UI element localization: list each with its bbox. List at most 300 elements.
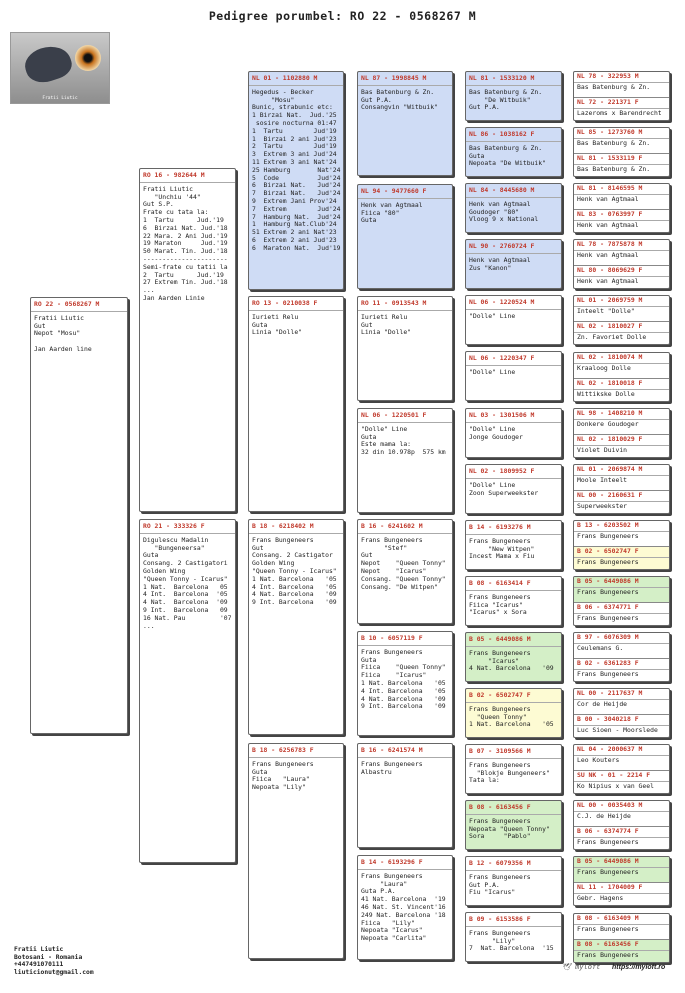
pedigree-line: Linia "Dolle" (252, 328, 303, 337)
breeder-text: Moole Inteelt (577, 475, 628, 484)
ring-number: B 00 - 3040218 F (574, 715, 669, 726)
pedigree-line: Este mama la: (361, 440, 412, 449)
breeder-text: Zn. Favoriet Dolle (577, 332, 647, 341)
ring-number: NL 04 - 2000637 M (574, 745, 669, 756)
pedigree-line: 4 Int. Barcelona '05 (361, 686, 446, 695)
g6-ancestor[interactable] (574, 184, 669, 209)
pedigree-line: Henk van Agtmaal (469, 255, 531, 264)
g6-ancestor[interactable] (574, 770, 669, 794)
pedigree-line: 50 Marat. Tin. Jud.'18 (143, 247, 228, 256)
g5-ancestor-card[interactable] (465, 71, 562, 121)
ring-number: B 09 - 6153586 F (466, 914, 561, 927)
pedigree-line: Consang. 2 Castigator (252, 551, 333, 560)
ring-number: B 13 - 6203502 M (574, 521, 669, 532)
pedigree-line: Nepoata "Carlita" (361, 934, 427, 943)
g5-ancestor-card[interactable] (465, 408, 562, 458)
ring-number: NL 94 - 9477660 F (358, 186, 452, 199)
pedigree-line: 7 Extrem Jud'24 (252, 204, 341, 213)
g6-ancestor[interactable] (574, 577, 669, 602)
g6-pair-card (573, 295, 670, 345)
ring-number: NL 02 - 1810074 M (574, 353, 669, 364)
pedigree-line: 1 Birzai 2 ani Jud'23 (252, 134, 337, 143)
breeder-text: Violet Duivin (577, 445, 628, 454)
ring-number: B 06 - 6374771 F (574, 603, 669, 614)
pedigree-line: Guta (469, 151, 485, 160)
pedigree-line: "Queen Tonny - Icarus" (252, 566, 337, 575)
pedigree-line: 2 Tartu Jud'19 (252, 142, 337, 151)
breeder-text: Kraaloog Dolle (577, 363, 631, 372)
g5-ancestor-card[interactable] (465, 351, 562, 401)
pedigree-line: Fiu "Icarus" (469, 888, 516, 897)
ring-number: B 14 - 6193296 F (358, 857, 452, 870)
g5-ancestor-card[interactable] (465, 744, 562, 794)
pedigree-line: "Dolle" Line (361, 424, 408, 433)
site-link[interactable]: https://myloft.ro (612, 964, 666, 971)
pedigree-line: 9 Int. Barcelona '09 (361, 702, 446, 711)
g6-ancestor[interactable] (574, 714, 669, 738)
breeder-text: Frans Bungeneers (577, 669, 639, 678)
pedigree-line: Gut (252, 543, 264, 552)
pedigree-line: 7 Birzai Nat. Jud'24 (252, 189, 341, 198)
pedigree-line: Guta (252, 767, 268, 776)
pedigree-line: "New Witpen" (469, 544, 535, 553)
pedigree-line: 6 Birzai Nat. Jud.'18 (143, 223, 228, 232)
breeder-text: Superweekster (577, 501, 628, 510)
myloft-logo: 🕊 myloft (562, 963, 601, 971)
pedigree-line: sosire nocturna 01:47 (252, 118, 337, 127)
pedigree-line: "Unchiu '44" (143, 192, 201, 201)
great-grandparent-card[interactable] (357, 855, 453, 960)
g6-pair-card (573, 71, 670, 121)
ring-number: B 14 - 6193276 M (466, 522, 561, 535)
g6-ancestor[interactable] (574, 209, 669, 233)
pedigree-line: Guta P.A. (361, 887, 396, 896)
g6-ancestor[interactable] (574, 240, 669, 265)
breeder-phone: +447491070111 (14, 961, 64, 969)
pedigree-line: 1 Tartu Jud.'19 (143, 215, 224, 224)
ring-number: B 18 - 6218402 M (249, 521, 343, 534)
breeder-name: Fratii Liutic (14, 946, 64, 953)
ring-number: B 05 - 6449086 M (574, 857, 669, 868)
breeder-text: Henk van Agtmaal (577, 220, 639, 229)
pedigree-line: 1 Nat. Barcelona '05 (361, 678, 446, 687)
pedigree-line: Frans Bungeneers (361, 871, 423, 880)
g5-ancestor-card[interactable] (465, 632, 562, 682)
pedigree-line: "Dolle" Line (469, 480, 516, 489)
ring-number: NL 80 - 8069629 F (574, 266, 669, 277)
pigeon-photo (10, 32, 110, 104)
breeder-text: Donkere Goudoger (577, 419, 639, 428)
ring-number: NL 02 - 1810027 F (574, 322, 669, 333)
g6-ancestor[interactable] (574, 265, 669, 289)
pedigree-line: 11 Extrem 3 ani Nat'24 (252, 157, 337, 166)
ring-number: RO 13 - 0210038 F (249, 298, 343, 311)
pedigree-line: 27 Extrem Tin. Jud.'18 (143, 278, 228, 287)
g6-ancestor[interactable] (574, 97, 669, 121)
pedigree-line: Bas Batenburg & Zn. (469, 87, 543, 96)
breeder-text: Gebr. Hagens (577, 893, 624, 902)
pedigree-line: 1 Hamburg Nat.Club'24 (252, 220, 337, 229)
ring-number: B 05 - 6449086 M (466, 634, 561, 647)
breeder-text: Leo Kouters (577, 755, 620, 764)
ring-number: B 16 - 6241574 M (358, 745, 452, 758)
pedigree-line: "De Witbuik" (469, 95, 531, 104)
pedigree-line: 3 Extrem 3 ani Jud'24 (252, 150, 337, 159)
ring-number: NL 00 - 2117637 M (574, 689, 669, 700)
g5-ancestor-card[interactable] (465, 576, 562, 626)
pedigree-line: 19 Maraton Jud.'19 (143, 239, 228, 248)
ring-number: NL 02 - 1810018 F (574, 379, 669, 390)
pedigree-line: Nepoata "Lily" (252, 783, 306, 792)
pedigree-line: Consangvin "Witbuik" (361, 103, 438, 112)
pedigree-line: 25 Hamburg Nat'24 (252, 165, 341, 174)
grandparent-card[interactable] (248, 296, 344, 512)
breeder-text: Frans Bungeneers (577, 867, 639, 876)
dam-card[interactable] (139, 519, 236, 863)
breeder-text: Frans Bungeneers (577, 531, 639, 540)
ring-number: NL 00 - 0035403 M (574, 801, 669, 812)
pedigree-line: "Dolle" Line (469, 424, 516, 433)
pedigree-line: 41 Nat. Barcelona '19 (361, 895, 446, 904)
pedigree-line: 9 Extrem Jani Prov'24 (252, 196, 337, 205)
ring-number: NL 03 - 1301506 M (466, 410, 561, 423)
great-grandparent-card[interactable] (357, 71, 453, 176)
ring-number: RO 22 - 0568267 M (31, 299, 127, 312)
ring-number: RO 16 - 982644 M (140, 170, 235, 183)
ring-number: NL 72 - 221371 F (574, 98, 669, 109)
ring-number: NL 00 - 2160631 F (574, 491, 669, 502)
g6-ancestor[interactable] (574, 801, 669, 826)
ring-number: B 02 - 6502747 F (574, 547, 669, 558)
pedigree-line: 9 Int. Barcelona '09 (252, 598, 337, 607)
pedigree-line: "Stef" (361, 543, 408, 552)
pedigree-line: Sora "Pablo" (469, 832, 531, 841)
ring-number: SU NK - 01 - 2214 F (574, 771, 669, 782)
pedigree-line: Fiica "Icarus" (469, 600, 523, 609)
g6-ancestor[interactable] (574, 826, 669, 850)
pedigree-line: Gut P.A. (469, 880, 500, 889)
pedigree-line: "Lily" (469, 936, 516, 945)
subject-card[interactable] (30, 297, 128, 734)
pedigree-line: 7 Hamburg Nat. Jud'24 (252, 212, 341, 221)
pedigree-line: Guta (252, 320, 268, 329)
breeder-text: Ko Nipius x van Geel (577, 781, 654, 790)
pedigree-line: Semi-frate cu tatii la (143, 262, 228, 271)
g6-pair-card (573, 408, 670, 458)
great-grandparent-card[interactable] (357, 631, 453, 736)
pedigree-line: ---------------------- (143, 254, 228, 263)
pedigree-line: Consang. 2 Castigatori (143, 559, 228, 568)
pedigree-line: Frans Bungeneers (469, 648, 531, 657)
ring-number: NL 11 - 1704009 F (574, 883, 669, 894)
pedigree-line: 4 Nat. Barcelona '09 (361, 694, 446, 703)
g6-ancestor[interactable] (574, 153, 669, 177)
great-grandparent-card[interactable] (357, 184, 453, 289)
ring-number: NL 83 - 0763997 F (574, 210, 669, 221)
pedigree-line: Fiica "Laura" (252, 775, 310, 784)
g6-ancestor[interactable] (574, 128, 669, 153)
pedigree-line: "Dolle" Line (469, 311, 516, 320)
pedigree-line: Jan Aarden line (34, 344, 92, 353)
page-title: Pedigree porumbel: RO 22 - 0568267 M (208, 9, 477, 23)
pedigree-line: "Mosu" (252, 95, 295, 104)
g6-pair-card (573, 744, 670, 794)
pedigree-line: "Icarus" (469, 656, 520, 665)
g6-ancestor[interactable] (574, 633, 669, 658)
ring-number: NL 06 - 1220347 F (466, 353, 561, 366)
pedigree-line: Henk van Agtmaal (361, 200, 423, 209)
g6-ancestor[interactable] (574, 321, 669, 345)
ring-number: B 10 - 6057119 F (358, 633, 452, 646)
pedigree-line: 16 Nat. Pau '07 (143, 613, 232, 622)
ring-number: NL 86 - 1038162 F (466, 129, 561, 142)
pigeon-image (21, 41, 75, 88)
g6-ancestor[interactable] (574, 882, 669, 906)
pedigree-line: Zoon Superweekster (469, 488, 539, 497)
ring-number: NL 78 - 7875878 M (574, 240, 669, 251)
pedigree-line: Hegedus - Becker (252, 87, 314, 96)
pedigree-line: Nepoata "De Witbuik" (469, 159, 546, 168)
g5-ancestor-card[interactable] (465, 183, 562, 233)
pedigree-line: Frans Bungeneers (469, 816, 531, 825)
g6-ancestor[interactable] (574, 521, 669, 546)
grandparent-card[interactable] (248, 519, 344, 735)
ring-number: NL 81 - 8146595 M (574, 184, 669, 195)
g5-ancestor-card[interactable] (465, 688, 562, 738)
g6-pair-card (573, 464, 670, 514)
ring-number: NL 84 - 8445680 M (466, 185, 561, 198)
ring-number: B 08 - 6163456 F (466, 802, 561, 815)
pedigree-line: Fiica "Icarus" (361, 671, 427, 680)
breeder-contact (14, 946, 94, 976)
pedigree-line: Nepoata "Icarus" (361, 926, 423, 935)
pedigree-line: Guta (361, 655, 377, 664)
pedigree-line: 1 Tartu Jud'19 (252, 126, 337, 135)
pedigree-line: Fratii Liutic (34, 313, 85, 322)
ring-number: B 12 - 6079356 M (466, 858, 561, 871)
ring-number: B 97 - 6076309 M (574, 633, 669, 644)
pedigree-line: Bas Batenburg & Zn. (469, 143, 543, 152)
pedigree-line: Frans Bungeneers (469, 592, 531, 601)
ring-number: NL 78 - 322953 M (574, 72, 669, 83)
ring-number: B 06 - 6374774 F (574, 827, 669, 838)
ring-number: NL 06 - 1220501 F (358, 410, 452, 423)
ring-number: B 18 - 6256783 F (249, 745, 343, 758)
pedigree-line: Fiica "80" (361, 208, 400, 217)
pedigree-line: "Blokje Bungeneers" (469, 768, 550, 777)
pedigree-line: Zus "Kanon" (469, 263, 512, 272)
breeder-text: Luc Sioen - Moorslede (577, 725, 658, 734)
g6-pair-card (573, 800, 670, 850)
pedigree-line: Bas Batenburg & Zn. (361, 87, 435, 96)
pedigree-line: 4 Int. Barcelona '05 (252, 582, 337, 591)
pedigree-line: Goudoger "80" (469, 207, 520, 216)
pedigree-line: Gut P.A. (469, 103, 500, 112)
pedigree-line: "Icarus" x Sora (469, 608, 527, 617)
g6-ancestor[interactable] (574, 602, 669, 626)
g6-pair-card (573, 913, 670, 963)
ring-number: NL 81 - 1533120 M (466, 73, 561, 86)
g5-ancestor-card[interactable] (465, 856, 562, 906)
breeder-text: Frans Bungeneers (577, 587, 639, 596)
breeder-text: Frans Bungeneers (577, 613, 639, 622)
breeder-location: Botosani - Romania (14, 953, 83, 961)
great-grandparent-card[interactable] (357, 408, 453, 513)
pedigree-line: Frans Bungeneers (252, 759, 314, 768)
g6-pair-card (573, 239, 670, 289)
ring-number: NL 85 - 1273760 M (574, 128, 669, 139)
g6-ancestor[interactable] (574, 409, 669, 434)
ring-number: NL 01 - 1102880 M (249, 73, 343, 86)
g5-ancestor-card[interactable] (465, 127, 562, 177)
g6-pair-card (573, 632, 670, 682)
g6-ancestor[interactable] (574, 490, 669, 514)
breeder-text: Frans Bungeneers (577, 924, 639, 933)
pedigree-line: "Queen Tonny - Icarus" (143, 574, 228, 583)
pedigree-line: Bunic, strabunic etc: (252, 103, 333, 112)
pedigree-line: 5 Code Jud'24 (252, 173, 341, 182)
pedigree-line: 249 Nat. Barcelona '18 (361, 910, 446, 919)
great-grandparent-card[interactable] (357, 296, 453, 401)
g6-ancestor[interactable] (574, 296, 669, 321)
pedigree-line: Gut (361, 320, 373, 329)
pedigree-line: 4 Nat. Barcelona '09 (143, 598, 228, 607)
photo-caption: Fratii Liutic (42, 96, 78, 101)
pedigree-line: 4 Nat. Barcelona '09 (469, 664, 554, 673)
g6-ancestor[interactable] (574, 378, 669, 402)
g6-ancestor[interactable] (574, 939, 669, 963)
ring-number: B 08 - 6163456 F (574, 940, 669, 951)
g5-ancestor-card[interactable] (465, 912, 562, 962)
ring-number: NL 02 - 1810029 F (574, 435, 669, 446)
g5-ancestor-card[interactable] (465, 520, 562, 570)
g6-ancestor[interactable] (574, 353, 669, 378)
breeder-text: Lazeroms x Barendrecht (577, 108, 662, 117)
ring-number: NL 87 - 1998845 M (358, 73, 452, 86)
g6-pair-card (573, 576, 670, 626)
g6-ancestor[interactable] (574, 857, 669, 882)
pedigree-line: 4 Nat. Barcelona '09 (252, 590, 337, 599)
pedigree-line: Fratii Liutic (143, 184, 194, 193)
great-grandparent-card[interactable] (357, 743, 453, 848)
breeder-text: Frans Bungeneers (577, 557, 639, 566)
pedigree-line: 9 Int. Barcelona 09 (143, 605, 228, 614)
pedigree-line: Frate cu tata la: (143, 208, 209, 217)
pedigree-line: Tata la: (469, 776, 500, 785)
pigeon-eye-image (75, 45, 101, 71)
pedigree-line: Consang. "Queen Tonny" (361, 574, 446, 583)
g6-ancestor[interactable] (574, 434, 669, 458)
pedigree-line: Gut P.A. (361, 95, 392, 104)
pedigree-line: Digulescu Madalin (143, 535, 209, 544)
pedigree-line: Nepoata "Queen Tonny" (469, 824, 550, 833)
pedigree-line: Fiica "Queen Tonny" (361, 663, 446, 672)
breeder-text: Wittikske Dolle (577, 389, 635, 398)
pedigree-line: 2 Tartu Jud.'19 (143, 270, 224, 279)
g5-ancestor-card[interactable] (465, 800, 562, 850)
pedigree-line: Frans Bungeneers (469, 760, 531, 769)
ring-number: NL 02 - 1809952 F (466, 466, 561, 479)
breeder-text: Frans Bungeneers (577, 837, 639, 846)
pedigree-line: Gut (361, 551, 373, 560)
pedigree-line: Frans Bungeneers (469, 704, 531, 713)
great-grandparent-card[interactable] (357, 519, 453, 624)
g5-ancestor-card[interactable] (465, 295, 562, 345)
grandparent-card[interactable] (248, 743, 344, 959)
g6-ancestor[interactable] (574, 914, 669, 939)
ring-number: B 08 - 6163409 M (574, 914, 669, 925)
pedigree-line: Iurieti Relu (252, 312, 299, 321)
grandparent-card[interactable] (248, 71, 344, 290)
pedigree-line: "Bungeneersa" (143, 543, 205, 552)
ring-number: B 05 - 6449086 M (574, 577, 669, 588)
pedigree-line: "Laura" (361, 879, 408, 888)
pedigree-line: Nepot "Mosu" (34, 329, 81, 338)
pedigree-line: Frans Bungeneers (361, 647, 423, 656)
g6-pair-card (573, 352, 670, 402)
pedigree-line: Consang. "De Witpen" (361, 582, 438, 591)
pedigree-line: Guta (143, 551, 159, 560)
ring-number: NL 01 - 2069759 M (574, 296, 669, 307)
sire-card[interactable] (139, 168, 236, 512)
g6-pair-card (573, 520, 670, 570)
g6-ancestor[interactable] (574, 658, 669, 682)
pedigree-line: Vloog 9 x National (469, 215, 539, 224)
pedigree-line: Frans Bungeneers (252, 535, 314, 544)
breeder-text: Ceulemans G. (577, 643, 624, 652)
pedigree-line: Frans Bungeneers (469, 928, 531, 937)
pedigree-line: 6 Maraton Nat. Jud'19 (252, 243, 341, 252)
ring-number: RO 11 - 0913543 M (358, 298, 452, 311)
ring-number: NL 90 - 2760724 F (466, 241, 561, 254)
pedigree-line: 51 Extrem 2 ani Nat'23 (252, 228, 337, 237)
g6-pair-card (573, 688, 670, 738)
breeder-text: Bas Batenburg & Zn. (577, 82, 651, 91)
ring-number: B 08 - 6163414 F (466, 578, 561, 591)
pedigree-line: "Queen Tonny" (469, 712, 527, 721)
ring-number: NL 98 - 1408210 M (574, 409, 669, 420)
pedigree-line: Frans Bungeneers (469, 872, 531, 881)
ring-number: B 02 - 6361283 F (574, 659, 669, 670)
breeder-text: Cor de Heijde (577, 699, 628, 708)
g5-ancestor-card[interactable] (465, 239, 562, 289)
ring-number: NL 01 - 2069874 M (574, 465, 669, 476)
g6-ancestor[interactable] (574, 745, 669, 770)
g6-ancestor[interactable] (574, 72, 669, 97)
pedigree-line: 46 Nat. St. Vincent'16 (361, 902, 446, 911)
pedigree-line: 1 Nat. Barcelona 05 (143, 582, 228, 591)
pedigree-line: Golden Wing (252, 559, 295, 568)
g5-ancestor-card[interactable] (465, 464, 562, 514)
g6-ancestor[interactable] (574, 689, 669, 714)
pedigree-line: Frans Bungeneers (361, 759, 423, 768)
ring-number: RO 21 - 333326 F (140, 521, 235, 534)
ring-number: NL 06 - 1220524 M (466, 297, 561, 310)
pedigree-line: ... (143, 286, 155, 295)
g6-ancestor[interactable] (574, 546, 669, 570)
breeder-text: Inteelt "Dolle" (577, 306, 635, 315)
pedigree-line: Frans Bungeneers (361, 535, 423, 544)
ring-number: B 16 - 6241602 M (358, 521, 452, 534)
pedigree-line: 4 Int. Barcelona '05 (143, 590, 228, 599)
pedigree-line: Jan Aarden Linie (143, 293, 205, 302)
g6-ancestor[interactable] (574, 465, 669, 490)
pedigree-line: "Dolle" Line (469, 367, 516, 376)
pedigree-line: Gut (34, 321, 46, 330)
pedigree-line: Albastru (361, 767, 392, 776)
pedigree-line: 22 Mara. 2 Ani Jud.'19 (143, 231, 228, 240)
pedigree-line: Gut S.P. (143, 200, 174, 209)
